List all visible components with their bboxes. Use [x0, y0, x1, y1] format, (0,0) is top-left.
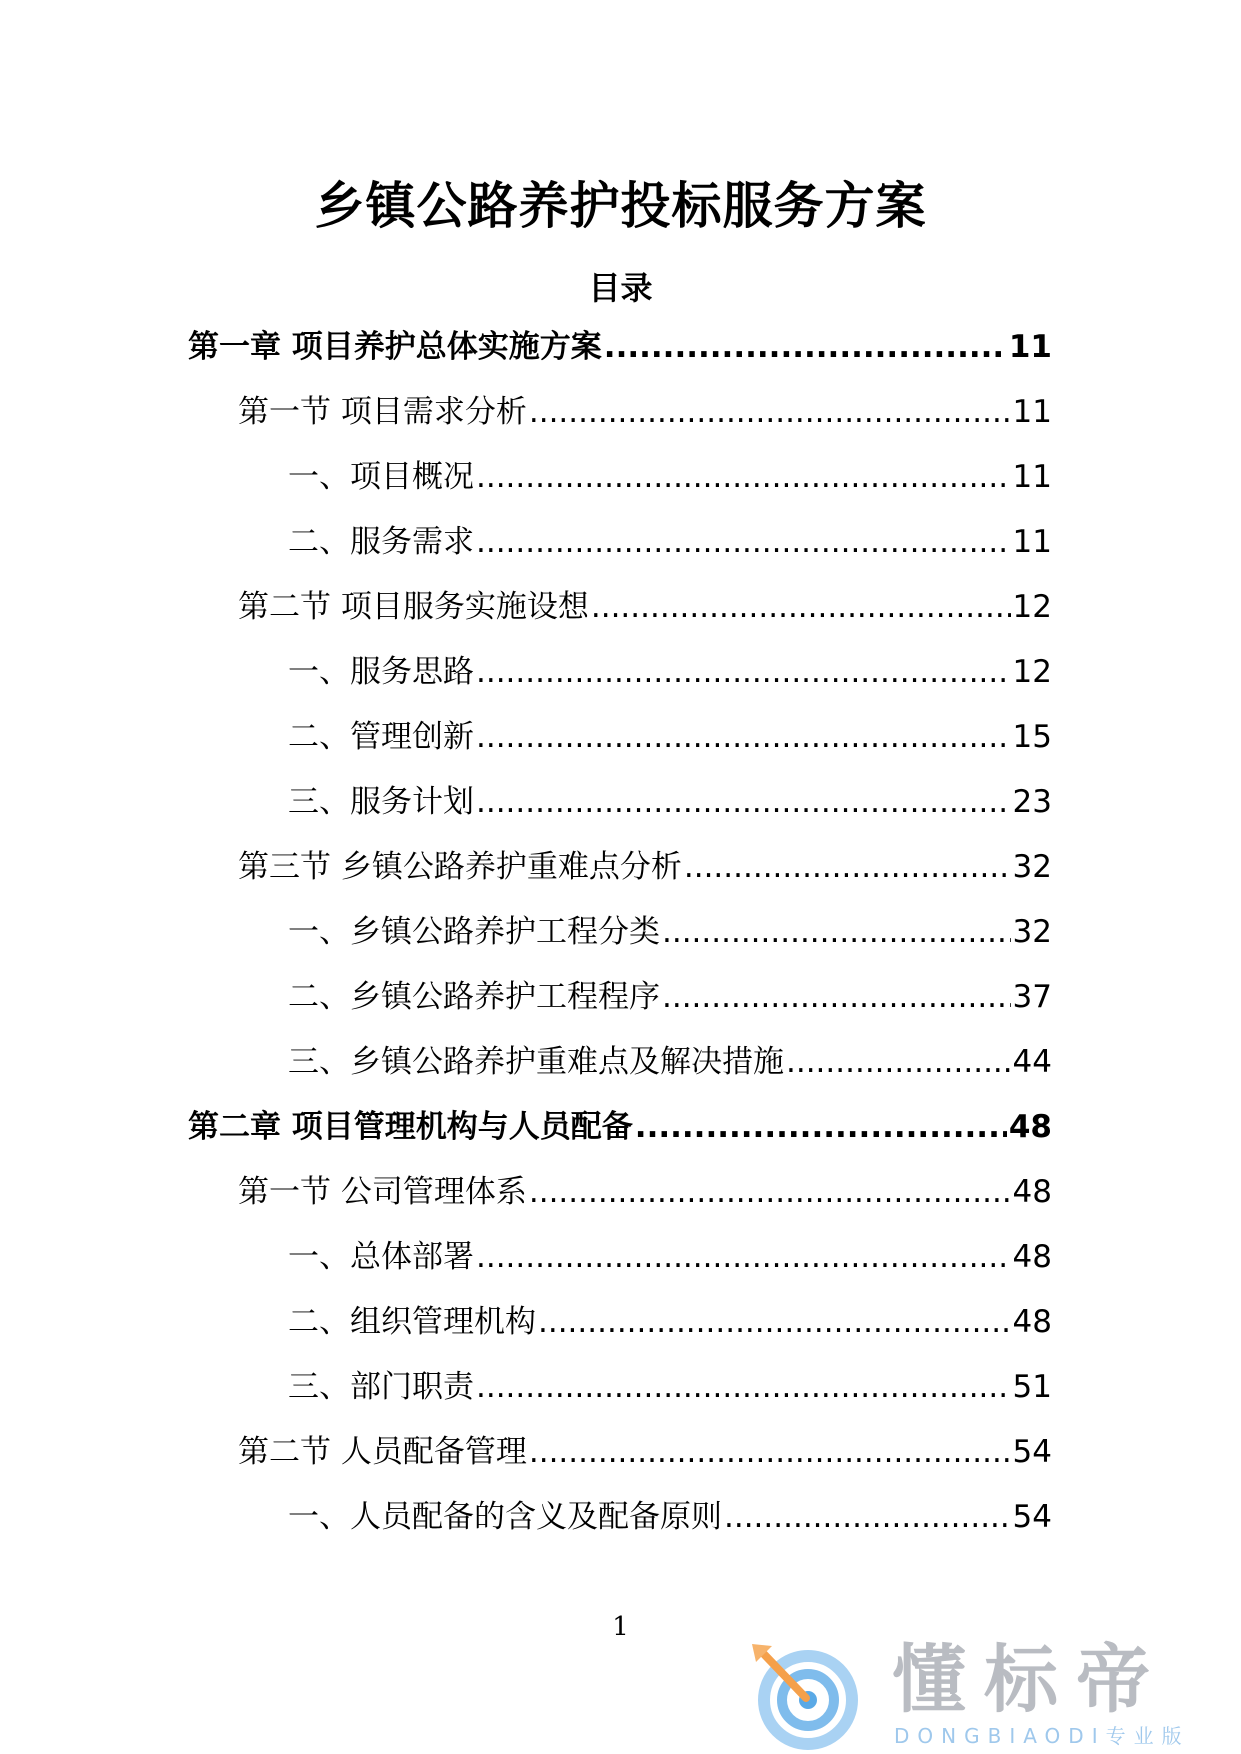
- toc-entry-label: 第一节 项目需求分析: [238, 394, 527, 430]
- toc-entry-label: 第一节 公司管理体系: [238, 1174, 527, 1210]
- toc-entry-label: 第三节 乡镇公路养护重难点分析: [238, 849, 682, 885]
- toc-entry-page: 12: [1012, 589, 1052, 625]
- toc-entry[interactable]: [188, 849, 1052, 914]
- toc-entry[interactable]: [188, 524, 1052, 589]
- toc-entry-page: 54: [1012, 1434, 1052, 1470]
- toc-entry-label: 一、总体部署: [288, 1239, 474, 1275]
- toc-entry-label: 二、管理创新: [288, 719, 474, 755]
- toc-leader-dots: [476, 524, 1011, 560]
- toc-entry-page: 37: [1012, 979, 1052, 1015]
- toc-entry[interactable]: [188, 1304, 1052, 1369]
- toc-entry[interactable]: [188, 1109, 1052, 1174]
- toc-leader-dots: [662, 914, 1011, 950]
- toc-entry-page: 15: [1012, 719, 1052, 755]
- toc-heading: 目录: [588, 269, 653, 307]
- watermark-subtitle: DONGBIAODI专业版: [894, 1724, 1190, 1748]
- toc-entry[interactable]: [188, 1499, 1052, 1564]
- toc-entry-label: 第二节 项目服务实施设想: [238, 589, 589, 625]
- toc-entry[interactable]: [188, 329, 1052, 394]
- toc-entry[interactable]: [188, 979, 1052, 1044]
- toc-leader-dots: [476, 1369, 1011, 1405]
- toc-leader-dots: [538, 1304, 1011, 1340]
- toc-entry[interactable]: [188, 1369, 1052, 1434]
- toc-entry-label: 一、乡镇公路养护工程分类: [288, 914, 660, 950]
- watermark: [742, 1636, 1212, 1754]
- toc-entry[interactable]: [188, 1174, 1052, 1239]
- table-of-contents: [188, 329, 1052, 1564]
- toc-entry-page: 11: [1008, 329, 1052, 365]
- toc-leader-dots: [604, 329, 1007, 365]
- toc-entry-page: 44: [1012, 1044, 1052, 1080]
- toc-entry[interactable]: [188, 394, 1052, 459]
- target-logo-icon: [746, 1640, 866, 1752]
- toc-entry-label: 第二章 项目管理机构与人员配备: [188, 1109, 633, 1145]
- toc-entry-label: 二、组织管理机构: [288, 1304, 536, 1340]
- toc-entry-label: 三、服务计划: [288, 784, 474, 820]
- toc-entry-page: 48: [1008, 1109, 1052, 1145]
- toc-entry-page: 23: [1012, 784, 1052, 820]
- toc-leader-dots: [529, 1174, 1011, 1210]
- page-number: 1: [612, 1612, 629, 1642]
- toc-leader-dots: [529, 394, 1011, 430]
- toc-leader-dots: [724, 1499, 1011, 1535]
- toc-entry[interactable]: [188, 589, 1052, 654]
- toc-entry[interactable]: [188, 719, 1052, 784]
- toc-entry-label: 三、部门职责: [288, 1369, 474, 1405]
- toc-leader-dots: [529, 1434, 1011, 1470]
- toc-entry-page: 48: [1012, 1174, 1052, 1210]
- toc-entry-label: 一、项目概况: [288, 459, 474, 495]
- toc-entry[interactable]: [188, 1434, 1052, 1499]
- toc-entry-label: 第一章 项目养护总体实施方案: [188, 329, 602, 365]
- toc-entry[interactable]: [188, 459, 1052, 524]
- toc-entry-page: 12: [1012, 654, 1052, 690]
- toc-leader-dots: [476, 784, 1011, 820]
- toc-entry-page: 32: [1012, 914, 1052, 950]
- toc-entry[interactable]: [188, 914, 1052, 979]
- toc-entry-label: 第二节 人员配备管理: [238, 1434, 527, 1470]
- toc-leader-dots: [476, 1239, 1011, 1275]
- toc-entry[interactable]: [188, 1044, 1052, 1109]
- toc-leader-dots: [476, 459, 1011, 495]
- toc-leader-dots: [786, 1044, 1011, 1080]
- toc-leader-dots: [635, 1109, 1007, 1145]
- toc-entry-page: 48: [1012, 1304, 1052, 1340]
- toc-entry-page: 11: [1012, 524, 1052, 560]
- toc-leader-dots: [476, 719, 1011, 755]
- toc-entry-label: 三、乡镇公路养护重难点及解决措施: [288, 1044, 784, 1080]
- toc-entry-label: 二、乡镇公路养护工程程序: [288, 979, 660, 1015]
- toc-entry-page: 48: [1012, 1239, 1052, 1275]
- document-title: 乡镇公路养护投标服务方案: [314, 177, 927, 235]
- toc-leader-dots: [684, 849, 1011, 885]
- toc-entry[interactable]: [188, 654, 1052, 719]
- toc-entry-label: 一、服务思路: [288, 654, 474, 690]
- toc-leader-dots: [591, 589, 1011, 625]
- toc-entry-page: 32: [1012, 849, 1052, 885]
- toc-entry-page: 54: [1012, 1499, 1052, 1535]
- toc-entry[interactable]: [188, 784, 1052, 849]
- toc-entry-label: 一、人员配备的含义及配备原则: [288, 1499, 722, 1535]
- toc-entry-page: 11: [1012, 459, 1052, 495]
- toc-entry[interactable]: [188, 1239, 1052, 1304]
- toc-entry-page: 11: [1012, 394, 1052, 430]
- toc-entry-label: 二、服务需求: [288, 524, 474, 560]
- toc-entry-page: 51: [1012, 1369, 1052, 1405]
- toc-leader-dots: [476, 654, 1011, 690]
- toc-leader-dots: [662, 979, 1011, 1015]
- watermark-brand: 懂标帝: [892, 1637, 1168, 1723]
